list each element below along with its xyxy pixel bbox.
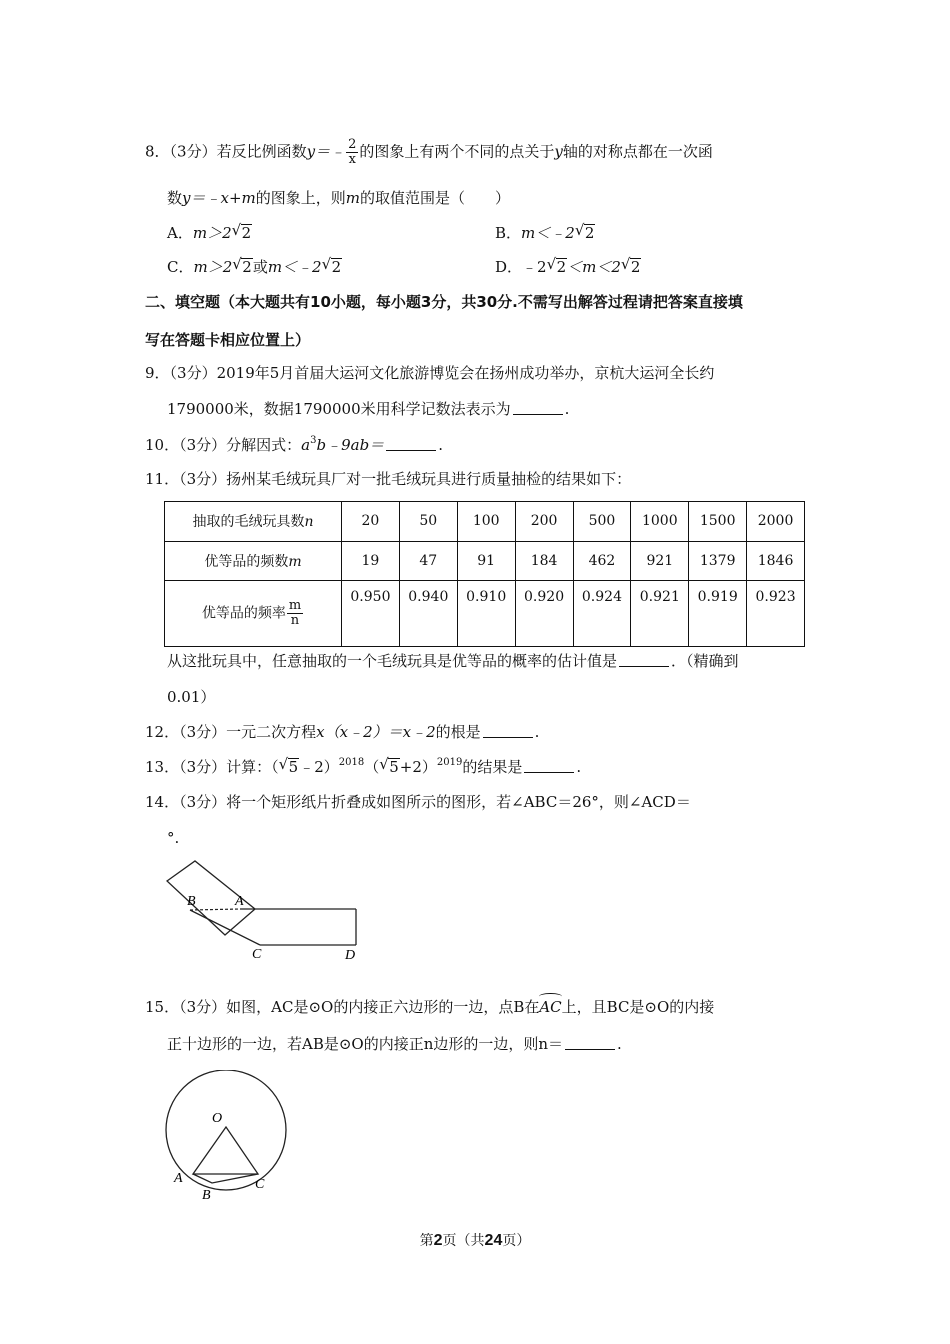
q11-after-line1: 从这批玩具中，任意抽取的一个毛绒玩具是优等品的概率的估计值是 ．（精确到	[167, 652, 739, 670]
table-cell: 0.921	[631, 581, 689, 647]
label-c: C	[252, 947, 262, 962]
label-b: B	[187, 894, 196, 909]
q12-line: 12．（3分）一元二次方程x（x﹣2）＝x﹣2的根是 .	[145, 723, 540, 741]
table-cell: 1379	[689, 541, 747, 581]
q10-line: 10．（3分）分解因式：$a^3b﹣9ab=$ .	[145, 435, 443, 454]
q13-line: 13．（3分）计算：（√ 5﹣2）$^{2018}$（√ 5+2）$^{2019}$的结果是 .	[145, 757, 581, 777]
table-cell: 2000	[747, 502, 805, 542]
q8-line2: 数y＝﹣x+m的图象上，则m的取值范围是（ ）	[167, 189, 511, 207]
table-cell: 1000	[631, 502, 689, 542]
section-heading: 二、填空题（本大题共有10小题，每小题3分，共30分.不需写出解答过程请把答案直接填	[145, 293, 743, 311]
sqrt-symbol: √ 2	[556, 258, 568, 275]
table-cell: 0.923	[747, 581, 805, 647]
row-header: 优等品的频数m	[165, 541, 342, 581]
label-o: O	[212, 1111, 223, 1126]
table-row	[165, 541, 805, 581]
q8-line1: 8．（3分）若反比例函数y＝﹣ $\frac{2}{x}$ 的图象上有两个不同的点关于y轴的对称点都在一次函	[145, 137, 713, 167]
q8-option-b: B．m＜﹣2√ 2	[495, 223, 595, 243]
table-row	[165, 581, 805, 647]
table-cell: 19	[342, 541, 400, 581]
q9-line2: 1790000米，数据1790000米用科学记数法表示为 .	[167, 400, 570, 418]
table-cell: 47	[399, 541, 457, 581]
page-footer: 第2页（共24页）	[419, 1232, 531, 1249]
arc-ac: AC	[539, 998, 562, 1016]
sqrt-symbol: √ 2	[630, 258, 642, 275]
table-cell: 0.940	[399, 581, 457, 647]
fraction-2-over-x: $\frac{2}{x}$	[348, 137, 357, 167]
answer-blank	[524, 758, 574, 773]
q9-line1: 9．（3分）2019年5月首届大运河文化旅游博览会在扬州成功举办，京杭大运河全长约	[145, 364, 715, 382]
q15-line1: 15．（3分）如图，AC是⊙O的内接正六边形的一边，点B在AC上，且BC是⊙O的内接	[145, 998, 715, 1016]
q14-line2: °.	[167, 829, 180, 847]
label-b: B	[202, 1188, 211, 1203]
table-cell: 0.924	[573, 581, 631, 647]
sqrt-symbol: √ 5	[388, 758, 400, 775]
section-heading-cont: 写在答题卡相应位置上）	[145, 331, 311, 349]
q11-after-line2: 0.01）	[167, 688, 216, 706]
table-cell: 184	[515, 541, 573, 581]
folded-rectangle-figure	[160, 855, 370, 965]
row-header: 优等品的频率 $\frac{m}{n}$	[165, 581, 342, 647]
table-cell: 100	[457, 502, 515, 542]
q15-line2: 正十边形的一边，若AB是⊙O的内接正n边形的一边，则n＝ .	[167, 1035, 622, 1053]
answer-blank	[513, 400, 563, 415]
q14-line1: 14．（3分）将一个矩形纸片折叠成如图所示的图形，若∠ABC＝26°，则∠ACD＝	[145, 793, 691, 811]
q8-option-c: C．m＞2√ 2或m＜﹣2√ 2	[167, 257, 342, 277]
quality-table	[164, 501, 805, 647]
table-cell: 20	[342, 502, 400, 542]
table-cell: 91	[457, 541, 515, 581]
label-a: A	[174, 1171, 183, 1186]
table-cell: 0.950	[342, 581, 400, 647]
row-header: 抽取的毛绒玩具数n	[165, 502, 342, 542]
answer-blank	[565, 1035, 615, 1050]
table-cell: 1500	[689, 502, 747, 542]
answer-blank	[619, 652, 669, 667]
sqrt-symbol: √ 5	[288, 758, 300, 775]
answer-blank	[386, 436, 436, 451]
table-cell: 1846	[747, 541, 805, 581]
table-cell: 0.910	[457, 581, 515, 647]
sqrt-symbol: √ 2	[331, 258, 343, 275]
table-row	[165, 502, 805, 542]
sqrt-symbol: √ 2	[584, 224, 596, 241]
table-cell: 0.920	[515, 581, 573, 647]
q8-option-a: A．m＞2√ 2	[167, 223, 252, 243]
table-cell: 50	[399, 502, 457, 542]
label-c: C	[255, 1177, 265, 1192]
q8-option-d: D．﹣2√ 2＜m＜2√ 2	[495, 257, 641, 277]
answer-blank	[483, 723, 533, 738]
label-a: A	[235, 894, 244, 909]
table-cell: 200	[515, 502, 573, 542]
sqrt-symbol: √ 2	[241, 258, 253, 275]
table-cell: 500	[573, 502, 631, 542]
table-cell: 921	[631, 541, 689, 581]
circle-figure	[160, 1070, 295, 1205]
sqrt-symbol: √ 2	[241, 224, 253, 241]
table-cell: 462	[573, 541, 631, 581]
table-cell: 0.919	[689, 581, 747, 647]
label-d: D	[345, 948, 356, 963]
q11-line: 11．（3分）扬州某毛绒玩具厂对一批毛绒玩具进行质量抽检的结果如下：	[145, 470, 632, 488]
